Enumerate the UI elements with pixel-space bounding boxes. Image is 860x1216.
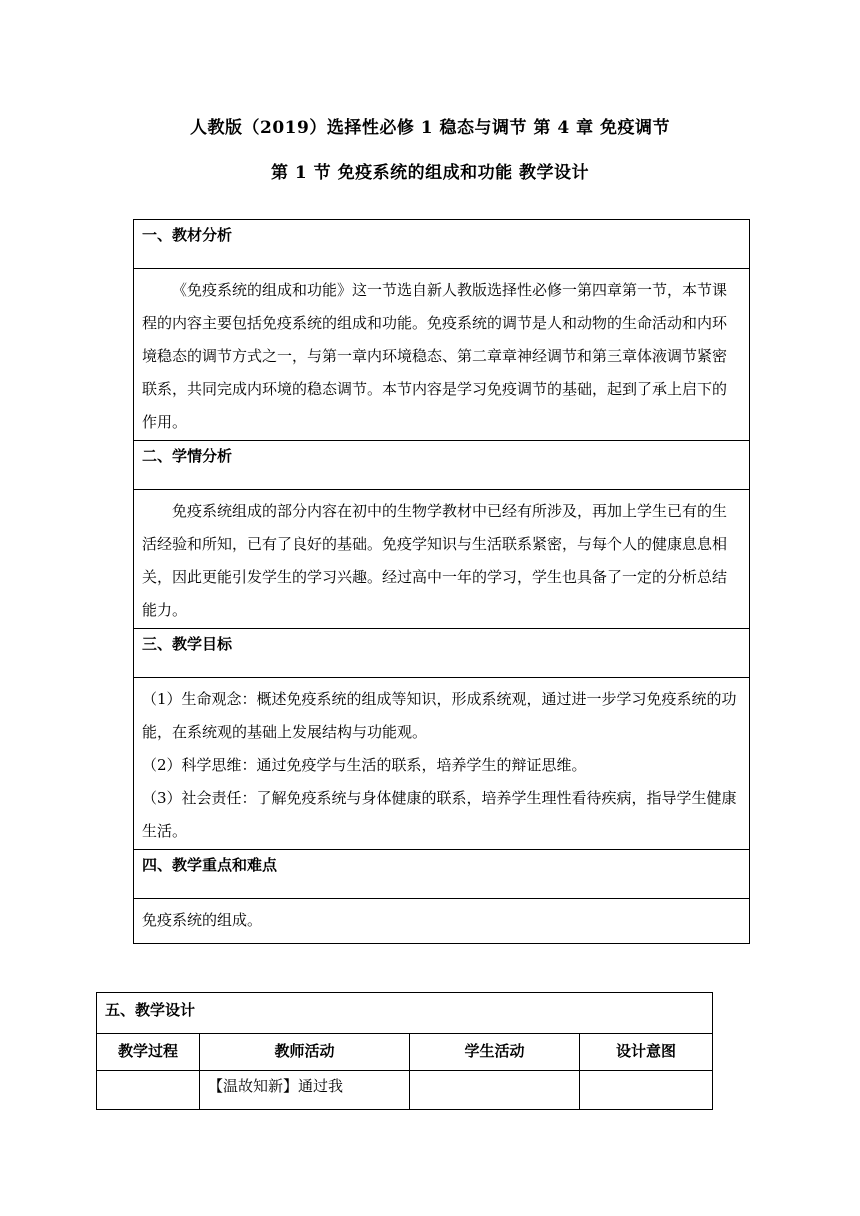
column-header-design-intent: 设计意图 (580, 1034, 713, 1071)
section-body-student-analysis: 免疫系统组成的部分内容在初中的生物学教材中已经有所涉及，再加上学生已有的生活经验和所知，已有了良好的基础。免疫学知识与生活联系紧密，与每个人的健康息息相关，因此更能引发学生的学习兴趣。经过高中一年的学习，学生也具备了一定的分析总结能力。 (134, 490, 750, 629)
section-heading-teaching-goals: 三、教学目标 (134, 629, 750, 678)
document-subtitle: 第 1 节 免疫系统的组成和功能 教学设计 (270, 163, 589, 183)
column-header-process: 教学过程 (97, 1034, 200, 1071)
cell-teacher-activity: 【温故知新】通过我 (200, 1071, 410, 1110)
column-header-teacher-activity: 教师活动 (200, 1034, 410, 1071)
cell-student-activity (410, 1071, 580, 1110)
section-heading-textbook-analysis: 一、教材分析 (134, 220, 750, 269)
section-body-key-points: 免疫系统的组成。 (134, 899, 750, 944)
section-body-textbook-analysis: 《免疫系统的组成和功能》这一节选自新人教版选择性必修一第四章第一节，本节课程的内容主要包括免疫系统的组成和功能。免疫系统的调节是人和动物的生命活动和内环境稳态的调节方式之一，与第一章内环境稳态、第二章章神经调节和第三章体液调节紧密联系，共同完成内环境的稳态调节。本节内容是学习免疫调节的基础，起到了承上启下的作用。 (134, 269, 750, 441)
section-body-teaching-goals (134, 678, 750, 850)
goal-item: （3）社会责任：了解免疫系统与身体健康的联系，培养学生理性看待疾病，指导学生健康生活。 (142, 789, 737, 840)
design-heading: 五、教学设计 (97, 993, 713, 1034)
goal-item: （1）生命观念：概述免疫系统的组成等知识，形成系统观，通过进一步学习免疫系统的功能，在系统观的基础上发展结构与功能观。 (142, 690, 737, 741)
document-title: 人教版（2019）选择性必修 1 稳态与调节 第 4 章 免疫调节 (190, 118, 670, 138)
table-row (97, 1071, 713, 1110)
section-heading-student-analysis: 二、学情分析 (134, 441, 750, 490)
cell-process (97, 1071, 200, 1110)
goal-item: （2）科学思维：通过免疫学与生活的联系，培养学生的辩证思维。 (142, 756, 587, 774)
section-heading-key-points: 四、教学重点和难点 (134, 850, 750, 899)
lesson-plan-table (133, 219, 750, 944)
teaching-design-table (96, 992, 713, 1110)
cell-design-intent (580, 1071, 713, 1110)
column-header-student-activity: 学生活动 (410, 1034, 580, 1071)
